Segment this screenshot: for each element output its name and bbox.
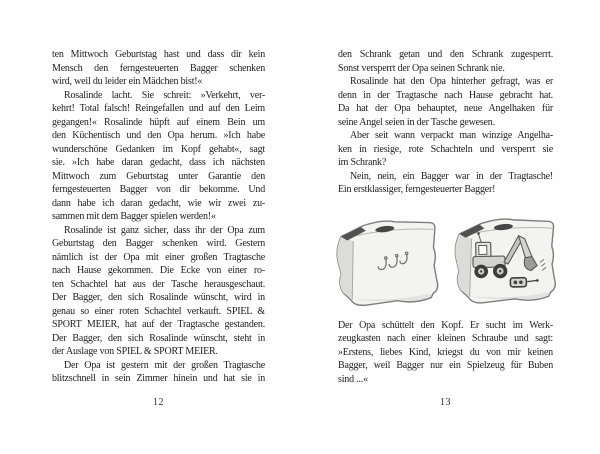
text-line: Nein, nein, ein Bagger war in der Tragtasche! xyxy=(350,170,553,182)
text-line: sie. »Ich habe daran gedacht, dass ich nächsten xyxy=(52,157,265,168)
page-number-left: 12 xyxy=(153,397,164,408)
bag-fishhooks xyxy=(336,219,438,306)
text-line: Mensch den ferngesteuerten Bagger schenken xyxy=(52,62,265,74)
text-line: dann habe ich daran gedacht, wie wir zwei zu- xyxy=(52,197,265,209)
text-line: sind ...« xyxy=(338,373,368,385)
text-line: wird, weil du leider ein Mädchen bist!« xyxy=(52,76,203,87)
text-line: sammen mit dem Bagger spielen werden!« xyxy=(52,211,216,222)
text-line: Der Bagger, den sich Rosalinde wünscht, wird in xyxy=(52,292,265,303)
page-right-text-bottom xyxy=(338,319,553,387)
text-line: Rosalinde hat den Opa hinterher gefragt, was er xyxy=(350,76,553,87)
text-line: Ein erstklassiger, ferngesteuerter Bagger! xyxy=(338,184,496,195)
page-left-text xyxy=(52,0,265,386)
text-line: Der Opa schüttelt den Kopf. Er sucht im Werk- xyxy=(338,319,553,331)
text-line: blitzschnell in sein Zimmer hinein und hat sie in xyxy=(52,373,265,384)
page-right-text-top xyxy=(338,0,553,197)
text-line: gegangen!« Rosalinde hüpft auf einem Bein um xyxy=(52,116,265,128)
page-number-right: 13 xyxy=(440,397,451,408)
text-line: »Erstens, liebes Kind, kriegst du von mir keinen xyxy=(338,346,553,358)
page-left xyxy=(52,0,265,454)
text-line: denn in der Tragtasche nach Hause gebracht hat. xyxy=(338,89,553,101)
text-line: Da hat der Opa behauptet, neue Angelhaken für xyxy=(338,103,553,114)
text-line: den Schrank getan und den Schrank zugesperrt. xyxy=(338,49,553,60)
text-line: Sonst versperrt der Opa seinen Schrank nie. xyxy=(338,62,505,74)
text-line: ferngesteuerten Bagger von dir bekomme. Und xyxy=(52,184,265,195)
text-line: zeugkasten nach einer kleinen Schraube und sagt: xyxy=(338,333,553,344)
text-line: im Schrank? xyxy=(338,157,387,168)
text-line: nämlich ist der Opa mit einer großen Tragtasche xyxy=(52,251,265,263)
page-right xyxy=(338,0,553,454)
text-line: genau so einer roten Schachtel verkauft. SPIEL & xyxy=(52,305,265,317)
text-line: Mittwoch zum Geburtstag unter Garantie den xyxy=(52,170,265,182)
text-line: der Auslage von SPIEL & SPORT MEIER. xyxy=(52,346,218,357)
text-line: ten Schachtel hat aus der Tasche herausgeschaut. xyxy=(52,278,265,290)
text-line: Der Opa ist gestern mit der großen Tragtasche xyxy=(64,359,265,371)
text-line: ten Mittwoch Geburtstag hast und dass dir kein xyxy=(52,49,265,60)
text-line: den Küchentisch und den Opa herum. »Ich habe xyxy=(52,130,265,141)
text-line: Geburtstag den Bagger schenken wird. Gestern xyxy=(52,238,265,249)
bag-excavator xyxy=(455,218,556,303)
text-line: Rosalinde ist ganz sicher, dass ihr der Opa zum xyxy=(64,224,265,236)
text-line: nach Hause gekommen. Die Ecke von einer ro- xyxy=(52,265,265,276)
illustration-two-bags xyxy=(332,213,553,309)
text-line: wunderschöne Gedanken im Kopf gehabt«, sagt xyxy=(52,143,265,155)
text-line: seine Angel seien in der Tasche gewesen. xyxy=(338,116,495,128)
text-line: Bagger, weil Bagger nur ein Spielzeug für Buben xyxy=(338,360,553,371)
text-line: Der Bagger, den sich Rosalinde wünscht, steht in xyxy=(52,332,265,344)
text-line: kehrt! Total falsch! Reingefallen und auf den Leim xyxy=(52,103,265,114)
bags-drawing xyxy=(332,213,562,309)
text-line: SPORT MEIER, hat auf der Tragtasche gestanden. xyxy=(52,319,265,330)
text-line: Aber seit wann verpackt man winzige Angelha- xyxy=(350,130,553,141)
text-line: ken in riesige, rote Schachteln und versperrt sie xyxy=(338,143,553,155)
text-line: Rosalinde lacht. Sie schreit: »Verkehrt, ver- xyxy=(64,89,265,101)
